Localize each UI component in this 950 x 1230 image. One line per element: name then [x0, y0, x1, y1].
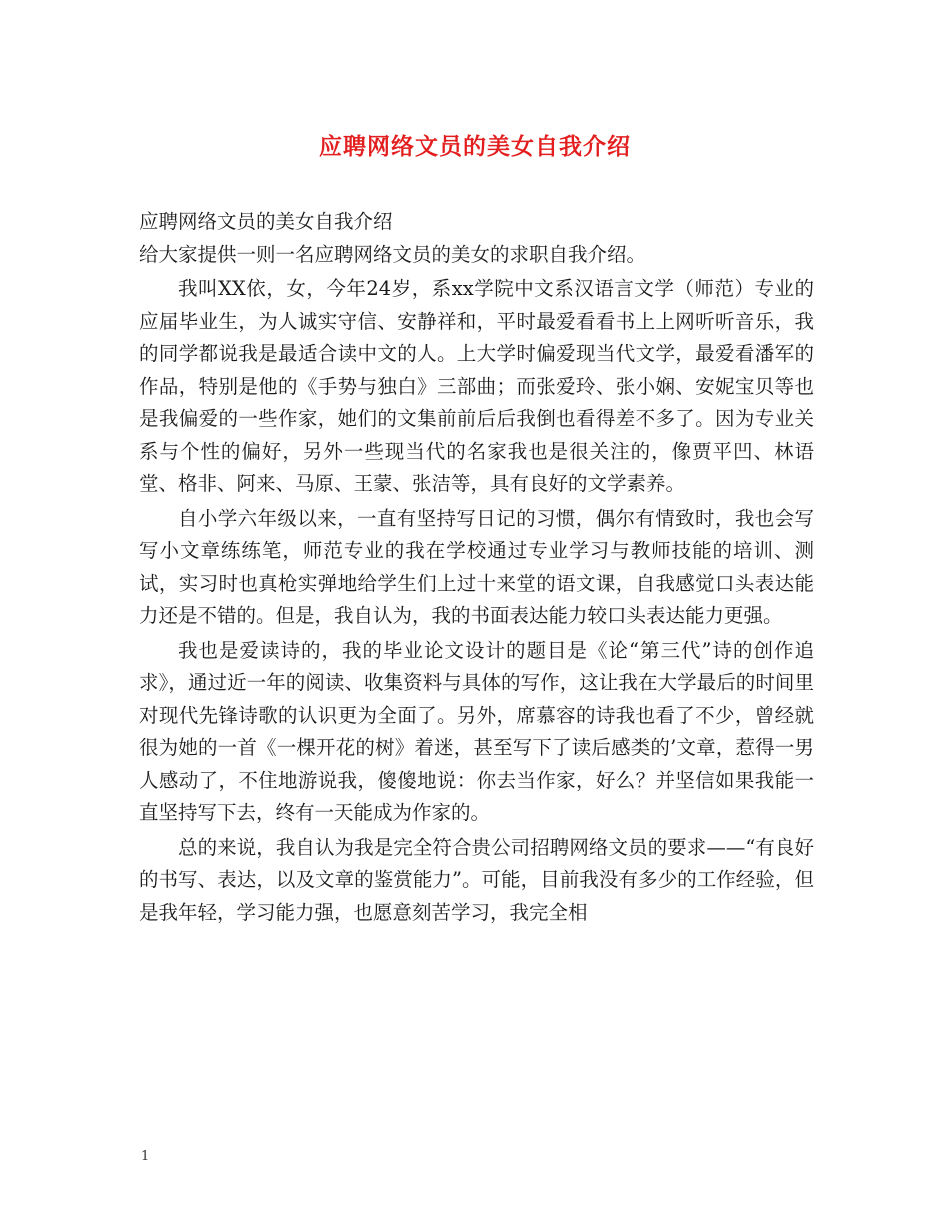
page-number: 1: [141, 1149, 150, 1164]
paragraph-poetry: 我也是爱读诗的，我的毕业论文设计的题目是《论“第三代”诗的创作追求》，通过近一年的阅读、收集资料与具体的写作，这让我在大学最后的时间里对现代先锋诗歌的认识更为全面了。另外，席慕容的诗我也看了不少，曾经就很为她的一首《一棵开花的树》着迷，甚至写下了读后感类的’文章，惹得一男人感动了，不住地游说我，傻傻地说：你去当作家，好么？并坚信如果我能一直坚持写下去，终有一天能成为作家的。: [139, 638, 814, 824]
paragraph-writing-habit: 自小学六年级以来，一直有坚持写日记的习惯，偶尔有情致时，我也会写写小文章练练笔，师范专业的我在学校通过专业学习与教师技能的培训、测试，实习时也真枪实弹地给学生们上过十来堂的语文课，自我感觉口头表达能力还是不错的。但是，我自认为，我的书面表达能力较口头表达能力更强。: [139, 506, 814, 627]
document-title: 应聘网络文员的美女自我介绍: [319, 134, 631, 160]
paragraph-self-introduction: 我叫XX依，女，今年24岁，系xx学院中文系汉语言文学（师范）专业的应届毕业生，为人诚实守信、安静祥和，平时最爱看看书上上网听听音乐，我的同学都说我是最适合读中文的人。上大学时偏爱现当代文学，最爱看潘军的作品，特别是他的《手势与独白》三部曲；而张爱玲、张小娴、安妮宝贝等也是我偏爱的一些作家，她们的文集前前后后我倒也看得差不多了。因为专业关系与个性的偏好，另外一些现当代的名家我也是很关注的，像贾平凹、林语堂、格非、阿来、马原、王蒙、张洁等，具有良好的文学素养。: [139, 277, 814, 495]
document-body: [139, 206, 814, 929]
paragraph-heading: 应聘网络文员的美女自我介绍: [139, 210, 393, 233]
paragraph-conclusion: 总的来说，我自认为我是完全符合贵公司招聘网络文员的要求——“有良好的书写、表达，以及文章的鉴赏能力”。可能，目前我没有多少的工作经验，但是我年轻，学习能力强，也愿意刻苦学习，我完全相: [139, 835, 814, 924]
paragraph-intro: 给大家提供一则一名应聘网络文员的美女的求职自我介绍。: [139, 242, 647, 266]
